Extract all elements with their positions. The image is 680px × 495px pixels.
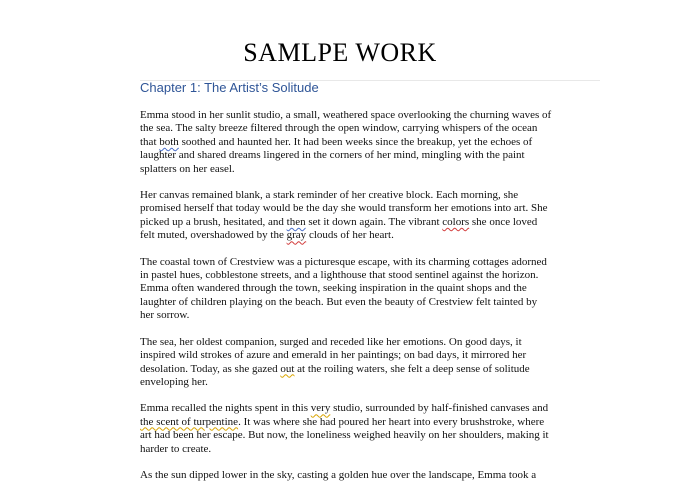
text-run: enveloping her. <box>140 375 208 388</box>
paragraph-line <box>140 416 552 429</box>
style-flagged-word[interactable]: very <box>310 402 331 415</box>
paragraph-line <box>140 309 552 322</box>
text-run: Emma stood in her sunlit studio, a small, weathered space overlooking the churning waves of <box>140 109 552 121</box>
paragraph-line <box>140 282 552 295</box>
paragraph-line <box>140 349 552 362</box>
paragraph-line <box>140 429 552 442</box>
text-run: As the sun dipped lower in the sky, casting a golden hue over the landscape, Emma took a <box>140 468 537 481</box>
paragraph-line <box>140 402 552 415</box>
text-run: that <box>140 135 160 148</box>
text-run: clouds of her heart. <box>306 229 394 242</box>
grammar-flagged-word[interactable]: then <box>286 215 306 228</box>
text-run: at the roiling waters, she felt a deep sense of solitude <box>294 362 530 375</box>
body-paragraph <box>140 336 552 390</box>
text-run: felt muted, overshadowed by the <box>140 229 287 242</box>
text-run: the sea. The salty breeze filtered through the open window, carrying whispers of the ocean <box>140 122 538 135</box>
paragraph-line <box>140 376 552 389</box>
text-run: her sorrow. <box>140 309 190 322</box>
text-run: art had been her escape. But now, the loneliness weighed heavily on her shoulders, making it <box>140 429 549 442</box>
paragraph-line <box>140 122 552 135</box>
paragraph-line <box>140 202 552 215</box>
chapter-heading[interactable]: Chapter 1: The Artist’s Solitude <box>140 80 319 95</box>
paragraph-line <box>140 229 552 242</box>
paragraph-line <box>140 269 552 282</box>
paragraph-line <box>140 163 552 176</box>
spelling-flagged-word[interactable]: gray <box>286 229 307 242</box>
text-run: soothed and haunted her. It had been weeks since the breakup, yet the echoes of <box>178 135 533 148</box>
body-paragraph <box>140 189 552 243</box>
text-run: Her canvas remained blank, a stark reminder of her creative block. Each morning, she <box>140 189 519 202</box>
paragraph-line <box>140 136 552 149</box>
text-run: splatters on her easel. <box>140 162 235 175</box>
body-paragraph <box>140 256 552 323</box>
body-paragraph <box>140 402 552 456</box>
text-run: picked up a brush, hesitated, and <box>140 215 287 228</box>
text-run: set it down again. The vibrant <box>305 215 443 228</box>
paragraph-line <box>140 189 552 202</box>
text-run: studio, surrounded by half-finished canvases and <box>330 402 549 415</box>
paragraph-line <box>140 296 552 309</box>
text-run: she once loved <box>469 215 538 228</box>
text-run: harder to create. <box>140 442 212 455</box>
text-run: desolation. Today, as she gazed <box>140 362 281 375</box>
paragraph-line <box>140 443 552 456</box>
text-run: inspired wild strokes of azure and emerald in her paintings; on bad days, it mirrored her <box>140 349 527 362</box>
document-body[interactable] <box>140 109 552 495</box>
paragraph-line <box>140 363 552 376</box>
paragraph-line <box>140 336 552 349</box>
text-run: laughter of children playing on the beach. But even the beauty of Crestview felt tainted by <box>140 295 538 308</box>
document-title: SAMLPE WORK <box>243 38 437 67</box>
text-run: in pastel hues, cobblestone streets, and a lighthouse that stood sentinel against the horizon. <box>140 269 539 282</box>
text-run: The coastal town of Crestview was a picturesque escape, with its charming cottages adorned <box>140 255 547 268</box>
paragraph-line <box>140 109 552 122</box>
text-run: promised herself that today would be the day she would transform her emotions into art. She <box>140 202 548 215</box>
style-flagged-word[interactable]: the scent of turpentine <box>140 415 239 428</box>
style-flagged-word[interactable]: out <box>280 362 295 375</box>
spelling-flagged-word[interactable]: colors <box>442 215 470 228</box>
paragraph-line <box>140 149 552 162</box>
body-paragraph <box>140 469 552 482</box>
paragraph-line <box>140 469 552 482</box>
text-run: . It was where she had poured her heart into every brushstroke, where <box>238 415 545 428</box>
grammar-flagged-word[interactable]: both <box>159 135 179 148</box>
text-run: laughter and shared dreams lingered in the corners of her mind, mingling with the paint <box>140 149 525 162</box>
text-run: The sea, her oldest companion, surged and receded like her emotions. On good days, it <box>140 335 522 348</box>
paragraph-line <box>140 216 552 229</box>
text-run: Emma often wandered through the town, seeking inspiration in the quaint shops and the <box>140 282 527 295</box>
body-paragraph <box>140 109 552 176</box>
text-run: Emma recalled the nights spent in this <box>140 402 311 415</box>
paragraph-line <box>140 256 552 269</box>
